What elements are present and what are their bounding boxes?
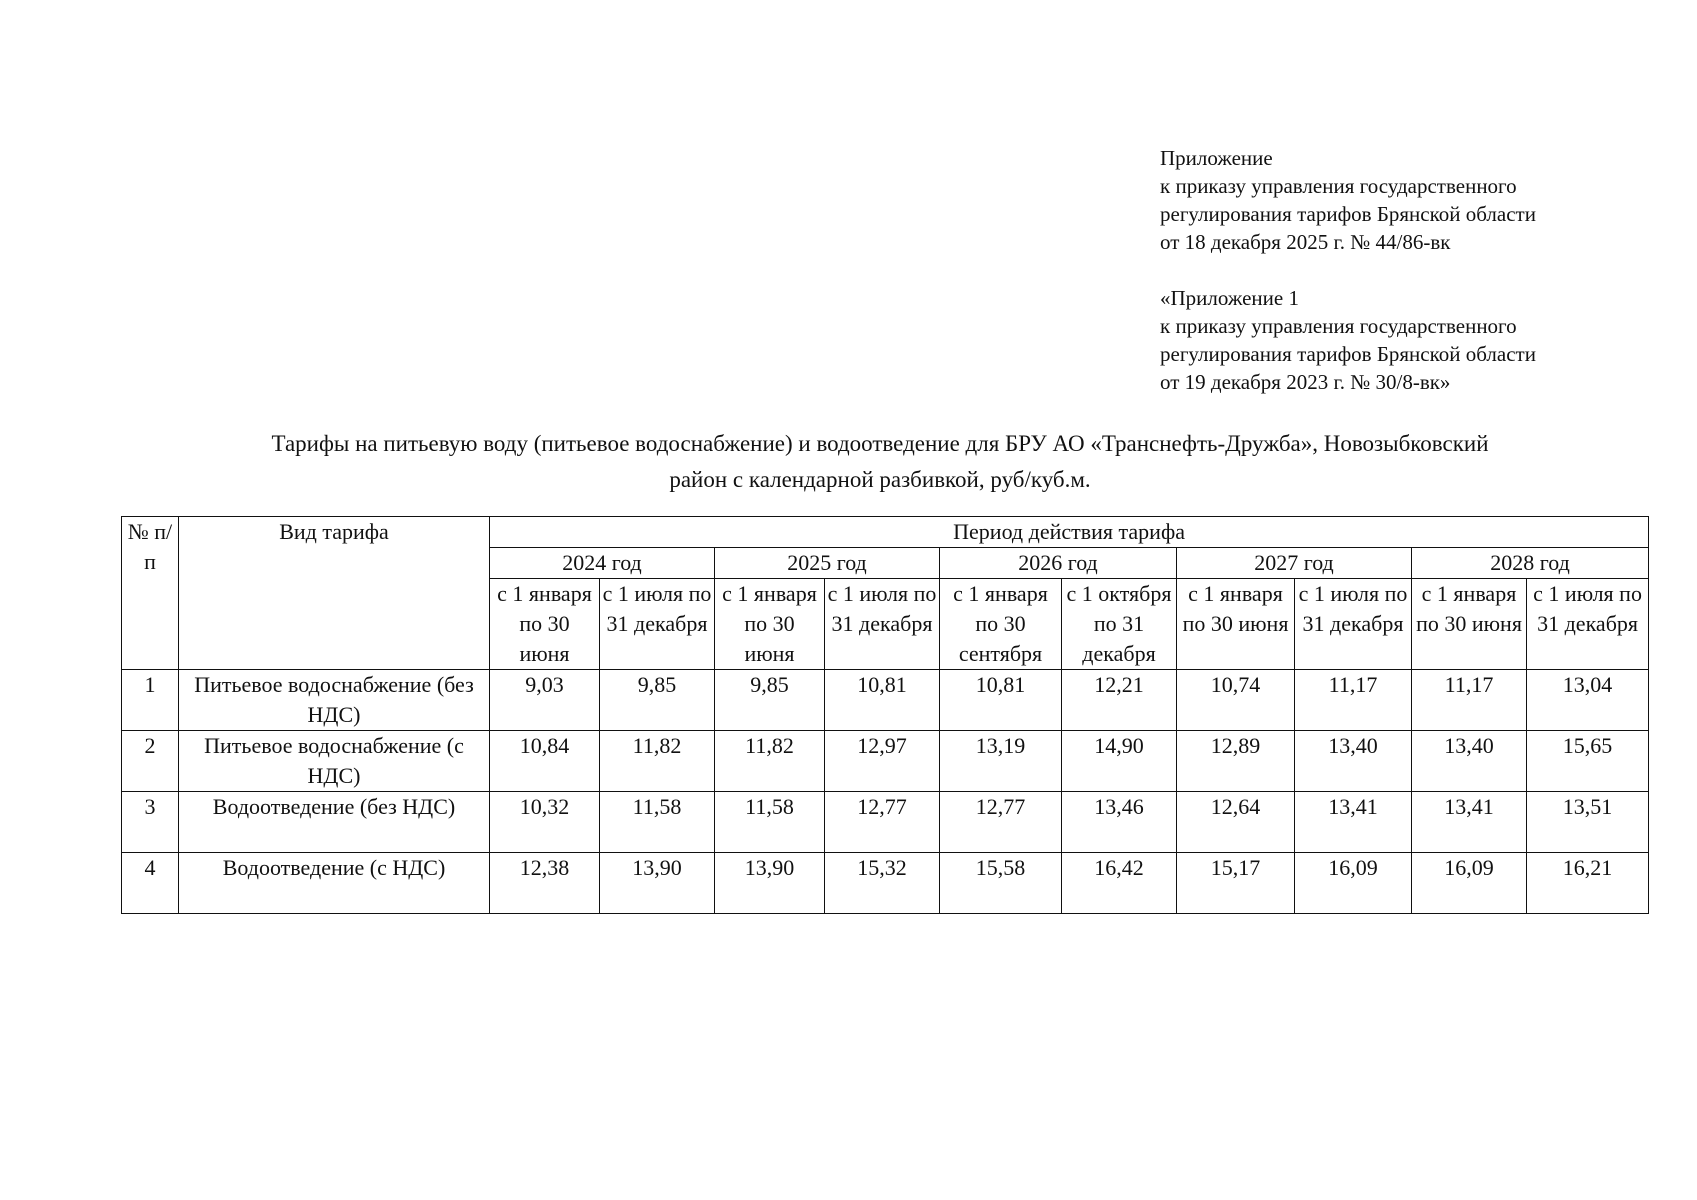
tariff-value: 12,77 [825, 792, 940, 853]
subperiod-header: с 1 января по 30 сентября [940, 579, 1062, 670]
title-line: Тарифы на питьевую воду (питьевое водоснабжение) и водоотведение для БРУ АО «Транснефть-Дружба», Новозыбковский [271, 431, 1489, 456]
tariff-value: 10,81 [940, 670, 1062, 731]
tariff-value: 11,17 [1412, 670, 1527, 731]
tariff-value: 10,84 [490, 731, 600, 792]
attachment-line: к приказу управления государственного [1160, 174, 1517, 198]
title-line: район с календарной разбивкой, руб/куб.м. [669, 467, 1091, 492]
subperiod-header: с 1 июля по 31 декабря [1295, 579, 1412, 670]
tariff-value: 15,58 [940, 853, 1062, 914]
tariff-name: Водоотведение (без НДС) [179, 792, 490, 853]
subperiod-header: с 1 января по 30 июня [490, 579, 600, 670]
attachment-line: регулирования тарифов Брянской области [1160, 342, 1536, 366]
attachment-line: от 18 декабря 2025 г. № 44/86-вк [1160, 230, 1451, 254]
subperiod-header: с 1 июля по 31 декабря [825, 579, 940, 670]
document-title [120, 426, 1640, 498]
tariff-value: 9,85 [600, 670, 715, 731]
year-header: 2027 год [1177, 548, 1412, 579]
row-number: 2 [122, 731, 179, 792]
col-period-header: Период действия тарифа [490, 517, 1649, 548]
tariff-value: 13,46 [1062, 792, 1177, 853]
attachment-header [1160, 144, 1536, 256]
row-number: 1 [122, 670, 179, 731]
tariff-value: 12,89 [1177, 731, 1295, 792]
year-header: 2024 год [490, 548, 715, 579]
tariff-value: 12,77 [940, 792, 1062, 853]
tariff-value: 11,58 [600, 792, 715, 853]
subperiod-header: с 1 октября по 31 декабря [1062, 579, 1177, 670]
tariff-value: 16,09 [1412, 853, 1527, 914]
tariff-value: 16,42 [1062, 853, 1177, 914]
subperiod-header: с 1 июля по 31 декабря [600, 579, 715, 670]
table-row [122, 853, 1649, 914]
tariff-value: 12,97 [825, 731, 940, 792]
subperiod-header: с 1 января по 30 июня [1412, 579, 1527, 670]
row-number: 4 [122, 853, 179, 914]
tariff-value: 11,82 [600, 731, 715, 792]
tariff-value: 15,17 [1177, 853, 1295, 914]
tariff-value: 10,32 [490, 792, 600, 853]
tariff-value: 11,58 [715, 792, 825, 853]
table-row [122, 792, 1649, 853]
tariff-value: 13,51 [1527, 792, 1649, 853]
tariff-value: 13,19 [940, 731, 1062, 792]
tariff-value: 13,04 [1527, 670, 1649, 731]
tariff-value: 13,41 [1295, 792, 1412, 853]
tariff-value: 14,90 [1062, 731, 1177, 792]
subperiod-header: с 1 июля по 31 декабря [1527, 579, 1649, 670]
tariff-value: 10,74 [1177, 670, 1295, 731]
tariff-value: 11,17 [1295, 670, 1412, 731]
tariff-value: 11,82 [715, 731, 825, 792]
year-header: 2026 год [940, 548, 1177, 579]
tariff-name: Питьевое водоснабжение (без НДС) [179, 670, 490, 731]
tariff-value: 13,90 [600, 853, 715, 914]
year-header: 2025 год [715, 548, 940, 579]
table-row [122, 731, 1649, 792]
tariff-value: 13,40 [1295, 731, 1412, 792]
subperiod-header: с 1 января по 30 июня [1177, 579, 1295, 670]
tariff-value: 12,64 [1177, 792, 1295, 853]
table-row [122, 670, 1649, 731]
tariff-value: 13,90 [715, 853, 825, 914]
tariff-value: 15,65 [1527, 731, 1649, 792]
tariff-value: 15,32 [825, 853, 940, 914]
col-num-header: № п/п [122, 517, 179, 670]
tariff-value: 12,38 [490, 853, 600, 914]
col-type-header: Вид тарифа [179, 517, 490, 670]
row-number: 3 [122, 792, 179, 853]
tariff-name: Водоотведение (с НДС) [179, 853, 490, 914]
tariff-value: 16,09 [1295, 853, 1412, 914]
tariff-value: 13,41 [1412, 792, 1527, 853]
tariff-value: 16,21 [1527, 853, 1649, 914]
subperiod-header: с 1 января по 30 июня [715, 579, 825, 670]
tariff-table [121, 516, 1649, 914]
tariff-value: 9,85 [715, 670, 825, 731]
tariff-value: 9,03 [490, 670, 600, 731]
attachment-line: к приказу управления государственного [1160, 314, 1517, 338]
attachment-line: «Приложение 1 [1160, 286, 1299, 310]
year-header: 2028 год [1412, 548, 1649, 579]
attachment-original-header [1160, 284, 1536, 396]
tariff-value: 10,81 [825, 670, 940, 731]
tariff-value: 13,40 [1412, 731, 1527, 792]
tariff-value: 12,21 [1062, 670, 1177, 731]
attachment-line: регулирования тарифов Брянской области [1160, 202, 1536, 226]
tariff-name: Питьевое водоснабжение (с НДС) [179, 731, 490, 792]
attachment-line: Приложение [1160, 146, 1273, 170]
attachment-line: от 19 декабря 2023 г. № 30/8-вк» [1160, 370, 1451, 394]
